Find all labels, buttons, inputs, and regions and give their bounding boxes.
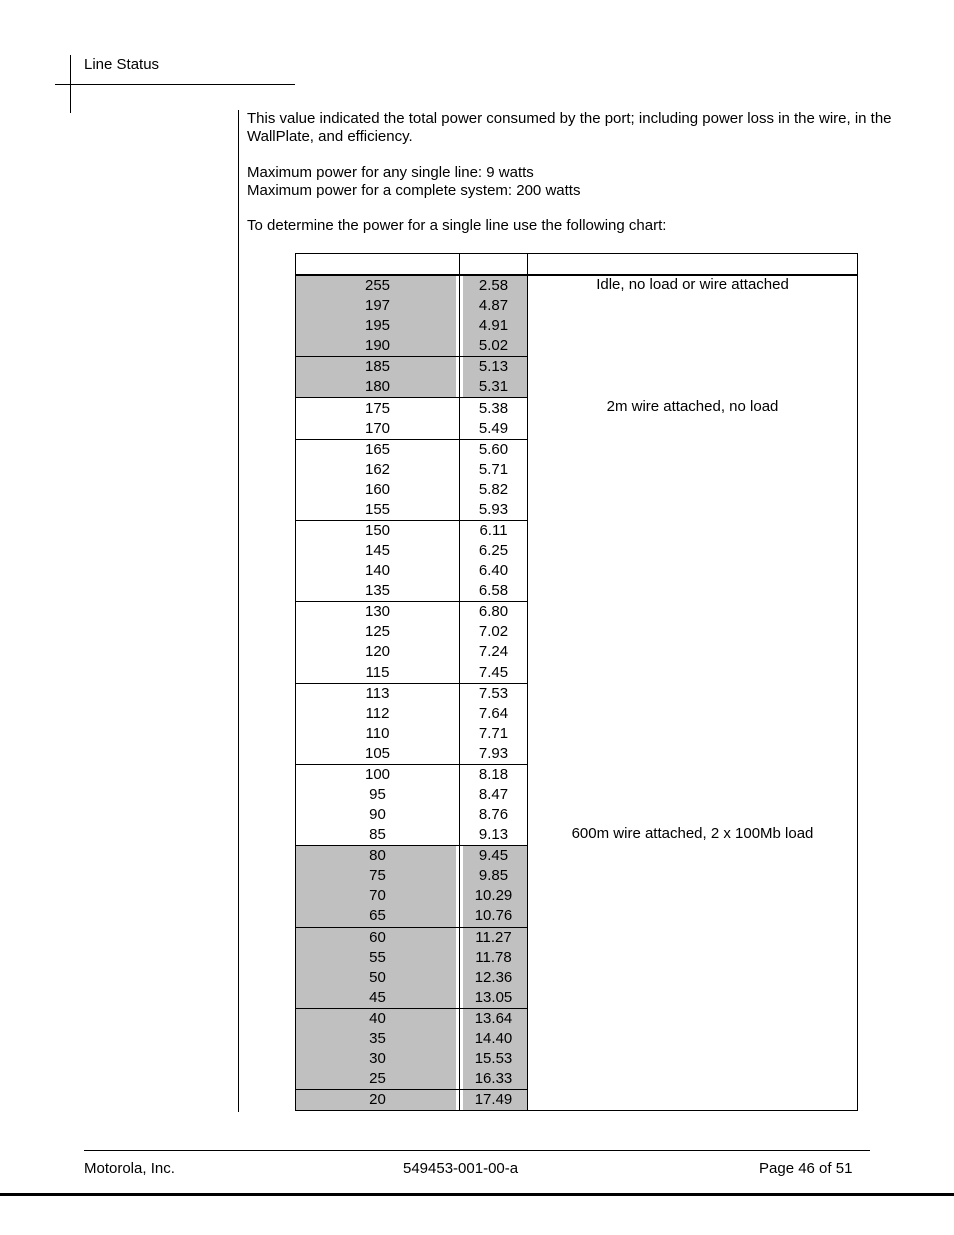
max-single-line-power: Maximum power for any single line: 9 watts xyxy=(247,164,534,181)
footer-bottom-bar xyxy=(0,1193,954,1196)
header-horizontal-rule xyxy=(55,84,295,85)
cell-watts: 13.05 xyxy=(460,988,528,1009)
cell-watts: 5.31 xyxy=(460,377,528,398)
cell-description xyxy=(528,500,858,521)
cell-description xyxy=(528,460,858,480)
cell-description xyxy=(528,927,858,948)
cell-value: 55 xyxy=(296,948,460,968)
table-row xyxy=(296,1090,858,1111)
cell-value: 85 xyxy=(296,825,460,846)
cell-watts: 2.58 xyxy=(460,275,528,296)
cell-description: 2m wire attached, no load xyxy=(528,398,858,419)
cell-value: 155 xyxy=(296,500,460,521)
cell-description xyxy=(528,561,858,581)
cell-watts: 5.13 xyxy=(460,357,528,378)
cell-value: 145 xyxy=(296,541,460,561)
cell-value: 162 xyxy=(296,460,460,480)
table-row xyxy=(296,398,858,419)
table-row xyxy=(296,683,858,704)
power-description-paragraph: This value indicated the total power consumed by the port; including power loss in the wire, in the WallPlate, and efficiency. xyxy=(247,110,892,145)
table-row xyxy=(296,1029,858,1049)
cell-value: 112 xyxy=(296,704,460,724)
cell-value: 190 xyxy=(296,336,460,357)
cell-watts: 5.93 xyxy=(460,500,528,521)
cell-watts: 9.45 xyxy=(460,846,528,867)
cell-watts: 7.64 xyxy=(460,704,528,724)
cell-description xyxy=(528,520,858,541)
cell-watts: 6.58 xyxy=(460,581,528,602)
cell-value: 30 xyxy=(296,1049,460,1069)
table-row xyxy=(296,561,858,581)
cell-description xyxy=(528,1090,858,1111)
cell-watts: 5.82 xyxy=(460,480,528,500)
cell-value: 165 xyxy=(296,439,460,460)
cell-value: 125 xyxy=(296,622,460,642)
cell-value: 150 xyxy=(296,520,460,541)
table-row xyxy=(296,744,858,765)
cell-value: 70 xyxy=(296,886,460,906)
table-row xyxy=(296,927,858,948)
cell-watts: 7.24 xyxy=(460,642,528,662)
cell-value: 255 xyxy=(296,275,460,296)
power-table xyxy=(295,253,858,1111)
cell-description xyxy=(528,1049,858,1069)
cell-value: 25 xyxy=(296,1069,460,1090)
cell-watts: 6.25 xyxy=(460,541,528,561)
cell-watts: 4.91 xyxy=(460,316,528,336)
table-row xyxy=(296,1008,858,1029)
table-row xyxy=(296,948,858,968)
cell-watts: 13.64 xyxy=(460,1008,528,1029)
table-row xyxy=(296,419,858,440)
cell-watts: 16.33 xyxy=(460,1069,528,1090)
table-row xyxy=(296,581,858,602)
cell-description xyxy=(528,439,858,460)
cell-watts: 6.40 xyxy=(460,561,528,581)
footer-rule xyxy=(84,1150,870,1151)
content-margin-rule xyxy=(238,110,239,1112)
cell-value: 160 xyxy=(296,480,460,500)
cell-value: 113 xyxy=(296,683,460,704)
cell-watts: 11.78 xyxy=(460,948,528,968)
cell-description xyxy=(528,968,858,988)
cell-description xyxy=(528,642,858,662)
max-system-power: Maximum power for a complete system: 200 watts xyxy=(247,182,581,199)
cell-watts: 6.80 xyxy=(460,602,528,623)
cell-value: 60 xyxy=(296,927,460,948)
cell-description xyxy=(528,377,858,398)
cell-description xyxy=(528,1029,858,1049)
table-row xyxy=(296,500,858,521)
table-row xyxy=(296,336,858,357)
cell-description xyxy=(528,581,858,602)
cell-description xyxy=(528,886,858,906)
cell-watts: 8.76 xyxy=(460,805,528,825)
cell-value: 110 xyxy=(296,724,460,744)
cell-watts: 4.87 xyxy=(460,296,528,316)
cell-watts: 17.49 xyxy=(460,1090,528,1111)
table-row xyxy=(296,357,858,378)
cell-description xyxy=(528,336,858,357)
table-row xyxy=(296,886,858,906)
cell-description xyxy=(528,704,858,724)
table-row xyxy=(296,785,858,805)
cell-value: 35 xyxy=(296,1029,460,1049)
cell-value: 130 xyxy=(296,602,460,623)
cell-description xyxy=(528,296,858,316)
table-row xyxy=(296,377,858,398)
cell-value: 195 xyxy=(296,316,460,336)
table-row xyxy=(296,480,858,500)
table-row xyxy=(296,1049,858,1069)
cell-description xyxy=(528,602,858,623)
table-row xyxy=(296,541,858,561)
cell-watts: 8.18 xyxy=(460,764,528,785)
cell-watts: 9.13 xyxy=(460,825,528,846)
cell-value: 75 xyxy=(296,866,460,886)
table-row xyxy=(296,622,858,642)
cell-value: 115 xyxy=(296,662,460,683)
table-row xyxy=(296,704,858,724)
cell-description xyxy=(528,662,858,683)
table-row xyxy=(296,296,858,316)
cell-description xyxy=(528,683,858,704)
cell-description xyxy=(528,906,858,927)
cell-value: 105 xyxy=(296,744,460,765)
cell-watts: 5.02 xyxy=(460,336,528,357)
cell-watts: 10.76 xyxy=(460,906,528,927)
cell-description: Idle, no load or wire attached xyxy=(528,275,858,296)
cell-description xyxy=(528,805,858,825)
cell-description xyxy=(528,622,858,642)
cell-value: 135 xyxy=(296,581,460,602)
cell-value: 140 xyxy=(296,561,460,581)
cell-value: 180 xyxy=(296,377,460,398)
table-row xyxy=(296,460,858,480)
chart-intro: To determine the power for a single line use the following chart: xyxy=(247,217,667,234)
cell-watts: 5.38 xyxy=(460,398,528,419)
header-watts xyxy=(460,254,528,276)
header-value xyxy=(296,254,460,276)
table-header-row xyxy=(296,254,858,276)
cell-description xyxy=(528,1008,858,1029)
cell-watts: 5.60 xyxy=(460,439,528,460)
cell-value: 197 xyxy=(296,296,460,316)
table-row xyxy=(296,520,858,541)
cell-description xyxy=(528,948,858,968)
cell-description xyxy=(528,785,858,805)
cell-watts: 9.85 xyxy=(460,866,528,886)
table-row xyxy=(296,968,858,988)
cell-value: 185 xyxy=(296,357,460,378)
cell-value: 20 xyxy=(296,1090,460,1111)
cell-description xyxy=(528,724,858,744)
footer-company: Motorola, Inc. xyxy=(84,1160,175,1177)
cell-description xyxy=(528,744,858,765)
footer-page-number: Page 46 of 51 xyxy=(759,1160,853,1177)
cell-watts: 7.71 xyxy=(460,724,528,744)
cell-watts: 7.53 xyxy=(460,683,528,704)
table-row xyxy=(296,906,858,927)
table-row xyxy=(296,866,858,886)
cell-watts: 8.47 xyxy=(460,785,528,805)
cell-description xyxy=(528,480,858,500)
cell-description xyxy=(528,316,858,336)
header-description xyxy=(528,254,858,276)
cell-description: 600m wire attached, 2 x 100Mb load xyxy=(528,825,858,846)
cell-watts: 11.27 xyxy=(460,927,528,948)
cell-value: 120 xyxy=(296,642,460,662)
table-row xyxy=(296,805,858,825)
cell-value: 80 xyxy=(296,846,460,867)
cell-description xyxy=(528,866,858,886)
cell-watts: 14.40 xyxy=(460,1029,528,1049)
cell-watts: 15.53 xyxy=(460,1049,528,1069)
cell-description xyxy=(528,764,858,785)
table-row xyxy=(296,316,858,336)
cell-description xyxy=(528,846,858,867)
cell-value: 50 xyxy=(296,968,460,988)
table-row xyxy=(296,724,858,744)
page-header-title: Line Status xyxy=(84,56,160,73)
cell-watts: 7.93 xyxy=(460,744,528,765)
table-row xyxy=(296,662,858,683)
cell-value: 45 xyxy=(296,988,460,1009)
cell-watts: 7.45 xyxy=(460,662,528,683)
cell-value: 170 xyxy=(296,419,460,440)
cell-value: 95 xyxy=(296,785,460,805)
cell-watts: 6.11 xyxy=(460,520,528,541)
cell-watts: 12.36 xyxy=(460,968,528,988)
cell-description xyxy=(528,541,858,561)
cell-watts: 5.71 xyxy=(460,460,528,480)
table-row xyxy=(296,1069,858,1090)
footer-doc-number: 549453-001-00-a xyxy=(403,1160,519,1177)
table-row xyxy=(296,275,858,296)
table-row xyxy=(296,825,858,846)
table-row xyxy=(296,602,858,623)
table-row xyxy=(296,764,858,785)
table-row xyxy=(296,988,858,1009)
cell-value: 100 xyxy=(296,764,460,785)
cell-value: 65 xyxy=(296,906,460,927)
table-row xyxy=(296,439,858,460)
table-row xyxy=(296,846,858,867)
cell-description xyxy=(528,988,858,1009)
cell-watts: 10.29 xyxy=(460,886,528,906)
cell-value: 90 xyxy=(296,805,460,825)
cell-value: 40 xyxy=(296,1008,460,1029)
cell-description xyxy=(528,419,858,440)
cell-description xyxy=(528,357,858,378)
cell-watts: 7.02 xyxy=(460,622,528,642)
table-row xyxy=(296,642,858,662)
cell-description xyxy=(528,1069,858,1090)
cell-watts: 5.49 xyxy=(460,419,528,440)
cell-value: 175 xyxy=(296,398,460,419)
